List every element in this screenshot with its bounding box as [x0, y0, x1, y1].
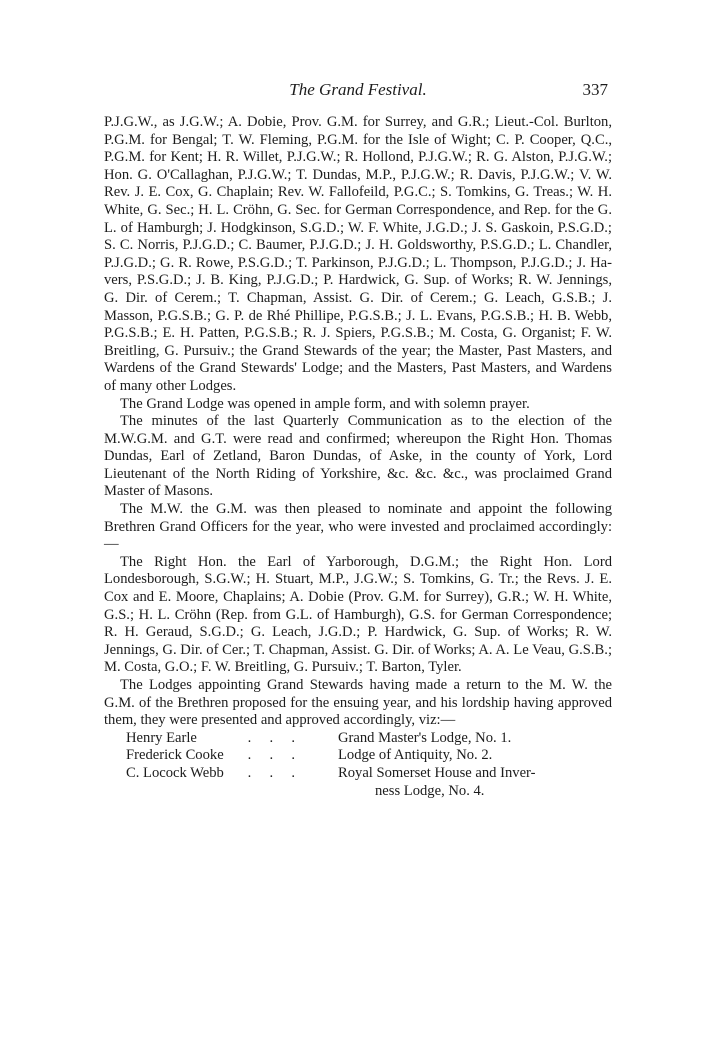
- steward-name: Frederick Cooke: [126, 747, 224, 764]
- paragraph-attendees: P.J.G.W., as J.G.W.; A. Dobie, Prov. G.M. for Surrey, and G.R.; Lieut.-Col. Burlton, P.G.M. for Bengal; T. W. Fleming, P.G.M. for the Isle of Wight; C. P. Cooper, Q.C., P.G.M. for Kent; H. R. Willet, P.J.G.W.; R. Hollond, P.J.G.W.; R. G. Alston, P.J.G.W.; Hon. G. O'Callaghan, P.J.G.W.; T. Dundas, M.P., P.J.G.W.; R. Davis, P.J.G.W.; V. W. Rev. J. E. Cox, G. Chaplain; Rev. W. Fallofeild, P.G.C.; S. Tomkins, G. Treas.; W. H. White, G. Sec.; H. L. Cröhn, G. Sec. for German Correspondence, and Rep. for the G. L. of Hamburgh; J. Hodgkinson, S.G.D.; W. F. White, J.G.D.; J. S. Gaskoin, P.S.G.D.; S. C. Norris, P.J.G.D.; C. Baumer, P.J.G.D.; J. H. Goldsworthy, P.S.G.D.; L. Chandler, P.J.G.D.; G. R. Rowe, P.S.G.D.; T. Parkinson, P.J.G.D.; L. Thompson, P.J.G.D.; J. Havers, P.S.G.D.; J. B. King, P.J.G.D.; P. Hardwick, G. Sup. of Works; R. W. Jennings, G. Dir. of Cerem.; T. Chapman, Assist. G. Dir. of Cerem.; G. Leach, G.S.B.; J. Masson, P.G.S.B.; G. P. de Rhé Phillipe, P.G.S.B.; J. L. Evans, P.G.S.B.; H. B. Webb, P.G.S.B.; E. H. Patten, P.G.S.B.; R. J. Spiers, P.G.S.B.; M. Costa, G. Organist; F. W. Breitling, G. Pursuiv.; the Grand Stewards of the year; the Master, Past Masters, and Wardens of the Grand Stewards' Lodge; and the Masters, Past Masters, and Wardens of many other Lodges.: [104, 114, 612, 394]
- list-item: [104, 765, 612, 783]
- steward-lodge: Royal Somerset House and Inver-: [338, 764, 536, 781]
- page-number: 337: [582, 80, 608, 99]
- leader-dots: . . .: [244, 764, 296, 781]
- steward-lodge: Lodge of Antiquity, No. 2.: [338, 747, 493, 764]
- page-header: [104, 80, 612, 106]
- running-title: The Grand Festival.: [289, 80, 427, 99]
- paragraph-minutes: The minutes of the last Quarterly Communication as to the election of the M.W.G.M. and G.T. were read and confirmed; whereupon the Right Hon. Thomas Dundas, Earl of Zetland, Baron Dundas, of Aske, in the county of York, Lord Lieutenant of the North Riding of Yorkshire, &c. &c. &c., was proclaimed Grand Master of Masons.: [104, 413, 612, 500]
- leader-dots: . . .: [244, 747, 296, 764]
- list-item: [104, 747, 612, 765]
- leader-dots: . . .: [244, 729, 296, 746]
- steward-name: C. Locock Webb: [126, 764, 224, 781]
- paragraph-nomination: The M.W. the G.M. was then pleased to nominate and appoint the following Brethren Grand Officers for the year, who were invested and proclaimed accordingly:—: [104, 501, 612, 553]
- stewards-list: [104, 730, 612, 800]
- paragraph-stewards: The Lodges appointing Grand Stewards having made a return to the M. W. the G.M. of the Brethren proposed for the ensuing year, and his lordship having approved them, they were presented and approved accordingly, viz:—: [104, 677, 612, 729]
- paragraph-officers: The Right Hon. the Earl of Yarborough, D.G.M.; the Right Hon. Lord Londesborough, S.G.W.; H. Stuart, M.P., J.G.W.; S. Tomkins, G. Tr.; the Revs. J. E. Cox and E. Moore, Chaplains; A. Dobie (Prov. G.M. for Surrey), G.R.; W. H. White, G.S.; H. L. Cröhn (Rep. from G.L. of Hamburgh), G.S. for German Correspondence; R. H. Geraud, S.G.D.; G. Leach, J.G.D.; P. Hardwick, G. Sup. of Works; R. W. Jennings, G. Dir. of Cer.; T. Chapman, Assist. G. Dir. of Works; A. A. Le Veau, G.S.B.; M. Costa, G.O.; F. W. Breitling, G. Pursuiv.; T. Barton, Tyler.: [104, 553, 612, 676]
- steward-name: Henry Earle: [126, 729, 197, 746]
- steward-lodge-continuation: ness Lodge, No. 4.: [375, 782, 485, 799]
- list-item: [104, 730, 612, 748]
- paragraph-opening: The Grand Lodge was opened in ample form, and with solemn prayer.: [120, 395, 530, 412]
- page: [104, 80, 612, 800]
- steward-lodge: Grand Master's Lodge, No. 1.: [338, 729, 512, 746]
